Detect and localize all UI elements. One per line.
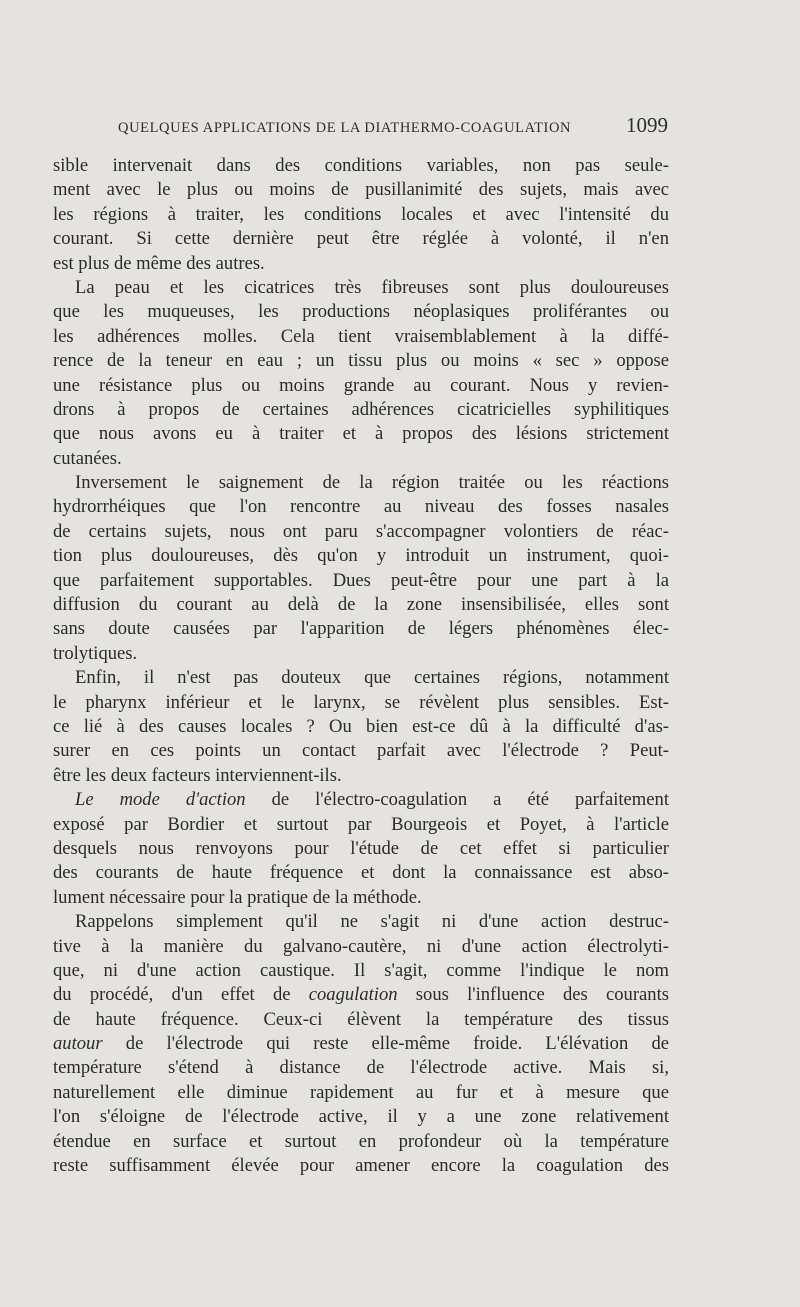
body-text xyxy=(53,154,669,1178)
text-segment: ment avec le plus ou moins de pusillanimité des sujets, mais avec xyxy=(53,179,669,201)
text-line xyxy=(53,1105,669,1129)
text-line xyxy=(53,617,669,641)
text-segment: Inversement le saignement de la région traitée ou les réactions xyxy=(75,472,669,494)
text-segment: naturellement elle diminue rapidement au fur et à mesure que xyxy=(53,1081,669,1103)
text-segment: Enfin, il n'est pas douteux que certaines régions, notamment xyxy=(75,667,669,689)
text-segment: La peau et les cicatrices très fibreuses sont plus douloureuses xyxy=(75,276,669,298)
text-segment: desquels nous renvoyons pour l'étude de cet effet si particulier xyxy=(53,837,669,859)
text-line xyxy=(53,1154,669,1178)
text-segment: Rappelons simplement qu'il ne s'agit ni d'une action destruc- xyxy=(75,911,669,933)
text-segment: sible intervenait dans des conditions variables, non pas seule- xyxy=(53,155,669,176)
running-header xyxy=(118,113,668,143)
text-segment: les adhérences molles. Cela tient vraisemblablement à la diffé- xyxy=(53,325,669,347)
text-line xyxy=(53,886,669,910)
text-line xyxy=(53,813,669,837)
text-line xyxy=(53,227,669,251)
text-line xyxy=(53,1032,669,1056)
text-segment: reste suffisamment élevée pour amener encore la coagulation des xyxy=(53,1155,669,1177)
text-segment: est plus de même des autres. xyxy=(53,252,265,274)
text-segment: des courants de haute fréquence et dont la connaissance est abso- xyxy=(53,862,669,884)
text-segment: hydrorrhéiques que l'on rencontre au niveau des fosses nasales xyxy=(53,496,669,518)
text-line xyxy=(53,1008,669,1032)
text-segment: diffusion du courant au delà de la zone insensibilisée, elles sont xyxy=(53,594,669,616)
text-segment: sans doute causées par l'apparition de légers phénomènes élec- xyxy=(53,618,669,640)
text-line xyxy=(53,544,669,568)
text-line xyxy=(53,1130,669,1154)
text-segment: du procédé, d'un effet de xyxy=(53,984,309,1006)
text-line xyxy=(53,447,669,471)
text-segment: étendue en surface et surtout en profondeur où la température xyxy=(53,1130,669,1152)
text-line xyxy=(53,471,669,495)
text-line xyxy=(53,422,669,446)
text-segment: que nous avons eu à traiter et à propos des lésions strictement xyxy=(53,423,669,445)
text-line xyxy=(53,715,669,739)
text-segment: rence de la teneur en eau ; un tissu plus ou moins « sec » oppose xyxy=(53,350,669,372)
italic-text: Le mode d'action xyxy=(75,789,246,811)
text-line xyxy=(53,569,669,593)
text-line xyxy=(53,374,669,398)
text-segment: tive à la manière du galvano-cautère, ni d'une action électrolyti- xyxy=(53,935,669,957)
text-segment: cutanées. xyxy=(53,447,122,469)
text-line xyxy=(53,1081,669,1105)
text-line xyxy=(53,398,669,422)
text-segment: de l'électro-coagulation a été parfaitement xyxy=(245,789,669,811)
text-line xyxy=(53,276,669,300)
running-title: QUELQUES APPLICATIONS DE LA DIATHERMO-COAGULATION xyxy=(118,120,572,136)
text-line xyxy=(53,739,669,763)
text-line xyxy=(53,861,669,885)
text-segment: ce lié à des causes locales ? Ou bien est-ce dû à la difficulté d'as- xyxy=(53,715,669,737)
text-segment: exposé par Bordier et surtout par Bourgeois et Poyet, à l'article xyxy=(53,813,669,835)
text-line xyxy=(53,959,669,983)
text-line xyxy=(53,764,669,788)
text-segment: de l'électrode qui reste elle-même froide. L'élévation de xyxy=(102,1033,669,1055)
page-number: 1099 xyxy=(626,113,668,137)
italic-text: coagulation xyxy=(308,984,398,1006)
text-segment: une résistance plus ou moins grande au courant. Nous y revien- xyxy=(53,374,669,396)
text-segment: courant. Si cette dernière peut être réglée à volonté, il n'en xyxy=(53,228,669,250)
text-line xyxy=(53,910,669,934)
italic-text: autour xyxy=(53,1033,103,1055)
text-line xyxy=(53,691,669,715)
text-segment: le pharynx inférieur et le larynx, se révèlent plus sensibles. Est- xyxy=(53,691,669,713)
text-line xyxy=(53,178,669,202)
text-segment: de haute fréquence. Ceux-ci élèvent la température des tissus xyxy=(53,1008,669,1030)
text-line xyxy=(53,325,669,349)
text-line xyxy=(53,935,669,959)
text-line xyxy=(53,252,669,276)
text-segment: l'on s'éloigne de l'électrode active, il y a une zone relativement xyxy=(53,1106,669,1128)
text-segment: drons à propos de certaines adhérences cicatricielles syphilitiques xyxy=(53,398,669,420)
text-line xyxy=(53,666,669,690)
text-segment: surer en ces points un contact parfait avec l'électrode ? Peut- xyxy=(53,740,669,762)
text-segment: tion plus douloureuses, dès qu'on y introduit un instrument, quoi- xyxy=(53,545,669,567)
text-line xyxy=(53,154,669,178)
text-segment: sous l'influence des courants xyxy=(397,984,669,1006)
text-segment: être les deux facteurs interviennent-ils. xyxy=(53,764,342,786)
text-line xyxy=(53,495,669,519)
text-segment: que, ni d'une action caustique. Il s'agit, comme l'indique le nom xyxy=(53,959,669,981)
text-segment: que les muqueuses, les productions néoplasiques proliférantes ou xyxy=(53,301,669,323)
text-line xyxy=(53,642,669,666)
text-segment: de certains sujets, nous ont paru s'accompagner volontiers de réac- xyxy=(53,520,669,542)
text-line xyxy=(53,788,669,812)
text-line xyxy=(53,983,669,1007)
text-line xyxy=(53,349,669,373)
text-segment: les régions à traiter, les conditions locales et avec l'intensité du xyxy=(53,203,669,225)
text-line xyxy=(53,593,669,617)
text-line xyxy=(53,300,669,324)
text-line xyxy=(53,1056,669,1080)
text-segment: que parfaitement supportables. Dues peut-être pour une part à la xyxy=(53,569,669,591)
text-segment: température s'étend à distance de l'électrode active. Mais si, xyxy=(53,1057,669,1079)
text-line xyxy=(53,837,669,861)
text-segment: trolytiques. xyxy=(53,642,138,664)
text-line xyxy=(53,520,669,544)
text-line xyxy=(53,203,669,227)
text-segment: lument nécessaire pour la pratique de la méthode. xyxy=(53,886,422,908)
